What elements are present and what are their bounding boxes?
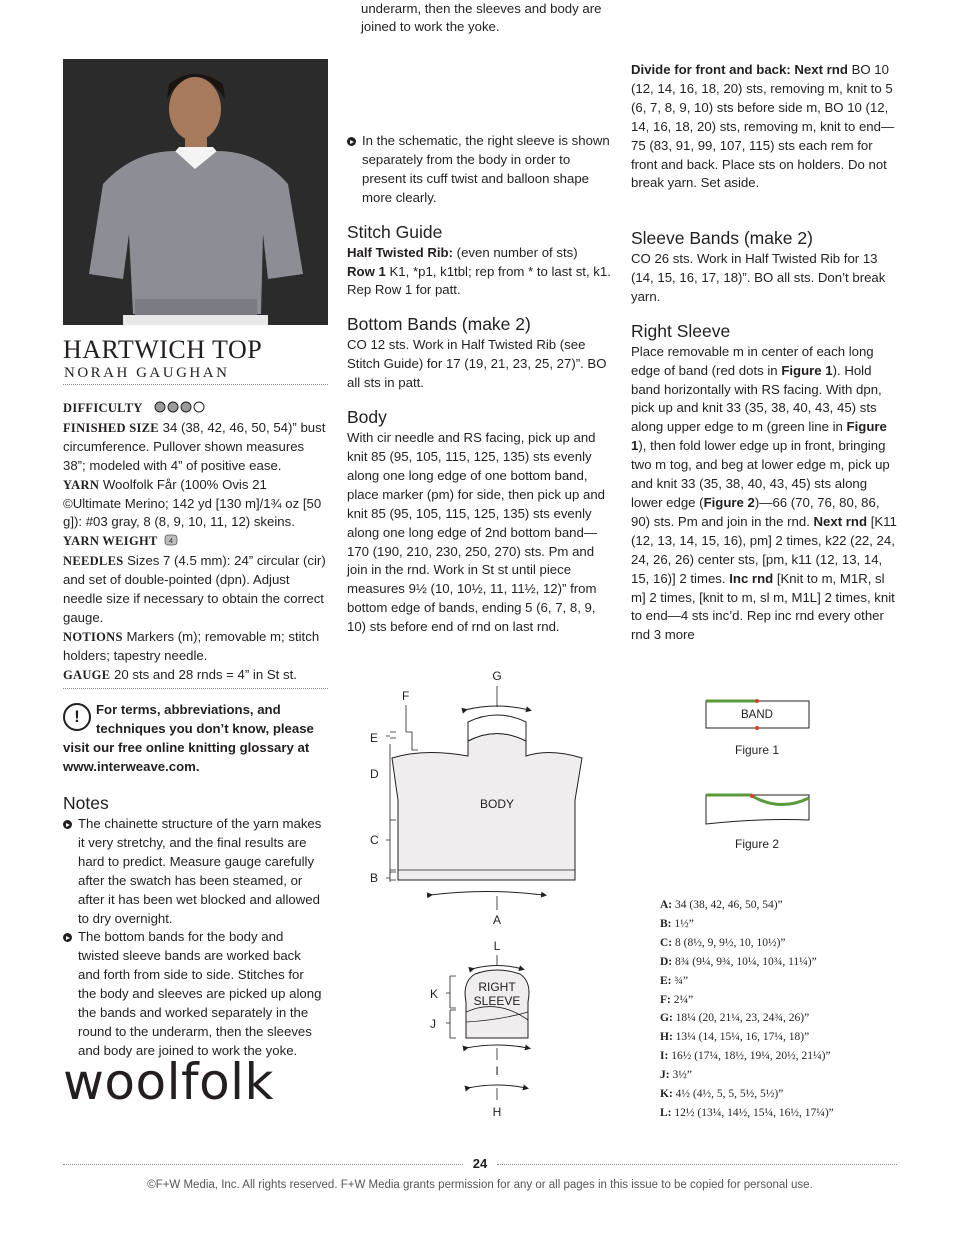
- divide-text: BO 10 (12, 14, 16, 18, 20) sts, removing m, knit to 5 (6, 7, 8, 9, 10) sts before side m, BO 10 (12, 14, 16, 18, 20) sts, removing m, knit to end—75 (83, 91, 99, 107, 115) sts each rem for front and back. Place sts on holders. Do not break yarn. Set aside.: [631, 62, 895, 191]
- measurement-value: 3½”: [672, 1069, 692, 1082]
- red-dot: [750, 794, 754, 798]
- notes-section: [63, 793, 325, 1061]
- sleeve-bands-heading: Sleeve Bands (make 2): [631, 228, 813, 248]
- note-item-text: The bottom bands for the body and twisted sleeve bands are worked back and forth from side to side. Stitches for the body and sleeves are picked up along the bands and worked separately in the round to the underarm, then the sleeves and body are joined to work the yoke.: [78, 929, 322, 1058]
- measurement-row: [660, 915, 834, 934]
- finished-size-text: 34 (38, 42, 46, 50, 54)” bust circumference. Pullover shown measures 38”; modeled with 4” of positive ease.: [63, 419, 326, 473]
- model-photo: [63, 59, 328, 325]
- middle-column: [347, 56, 617, 635]
- info-icon: !: [63, 703, 91, 731]
- sleeve-label-right: RIGHT: [478, 980, 516, 994]
- measurement-value: 2¼”: [673, 993, 694, 1006]
- right-sleeve-heading: Right Sleeve: [631, 320, 731, 341]
- measurement-row: [660, 896, 834, 915]
- rep-text: Rep Row 1 for patt.: [347, 282, 461, 298]
- measurement-key: C:: [660, 936, 673, 949]
- measurement-row: [660, 1085, 834, 1104]
- c-bracket: [386, 820, 396, 870]
- measurement-row: [660, 991, 834, 1010]
- rs-next-rnd: Next rnd: [813, 513, 868, 529]
- bottom-bands-heading: Bottom Bands (make 2): [347, 314, 531, 335]
- figure-1-caption: Figure 1: [734, 743, 780, 757]
- i-arrow: [466, 1045, 528, 1048]
- yarn-label: YARN: [63, 477, 100, 492]
- measurement-key: K:: [660, 1088, 673, 1101]
- letter-b: B: [370, 871, 379, 885]
- rs-t4: )—66 (70, 76, 80, 86, 90) sts. Pm and join in the rnd.: [631, 494, 880, 529]
- measurement-value: 8¾ (9¼, 9¾, 10¼, 10¾, 11¼)”: [675, 955, 817, 968]
- measurement-value: 1½”: [674, 917, 694, 930]
- red-dot-bottom: [755, 726, 759, 730]
- letter-a: A: [492, 913, 502, 927]
- stitch-note: (even number of sts): [456, 244, 578, 260]
- measurement-value: 13¼ (14, 15¼, 16, 17¼, 18)”: [675, 1031, 810, 1044]
- rs-fig2: Figure 2: [703, 494, 755, 510]
- letter-l: L: [493, 939, 501, 953]
- right-sleeve: [631, 321, 901, 646]
- rs-t3: ), then fold lower edge up in front, bringing two m tog, and beg at lower edge m, pick up and knit 33 (35, 38, 40, 43, 45) sts along lower edge (: [631, 438, 890, 510]
- difficulty-row: [63, 399, 328, 419]
- sleeve-label-sleeve: SLEEVE: [473, 994, 521, 1008]
- measurement-value: 4½ (4½, 5, 5, 5½, 5½)”: [675, 1088, 784, 1101]
- title-rule: [63, 384, 328, 385]
- measurement-key: A:: [660, 899, 673, 911]
- difficulty-label: DIFFICULTY: [63, 401, 143, 415]
- yarn-weight: [63, 532, 328, 552]
- difficulty-dots-icon: [154, 400, 214, 419]
- divide-label: Divide for front and back: Next rnd: [631, 62, 848, 77]
- model-illustration: [63, 59, 328, 325]
- rs-t5: [K11 (12, 13, 14, 15, 16), pm] 2 times, k22 (22, 24, 24, 26, 26) center sts, [pm, k11 (12, 13, 14, 15, 16)] 2 times.: [631, 513, 897, 586]
- letter-j: J: [430, 1017, 436, 1031]
- right-column: [631, 61, 901, 645]
- rs-t6: [Knit to m, M1R, sl m] 2 times, [knit to m, sl m, M1L] 2 times, knit to end—4 sts inc’d. Rep inc rnd every other rnd 3 more: [631, 570, 895, 643]
- measurement-row: [660, 1104, 834, 1123]
- schematic-diagram: [350, 660, 640, 1130]
- rs-t1: Place removable m in center of each long edge of band (red dots in: [631, 343, 874, 378]
- note-continuation-text: underarm, then the sleeves and body are joined to work the yoke.: [361, 0, 602, 35]
- glossary-note: [63, 701, 323, 777]
- measurement-key: I:: [660, 1050, 669, 1063]
- measurement-value: ¾”: [674, 974, 689, 987]
- body-heading: Body: [347, 407, 387, 428]
- measurement-row: [660, 1009, 834, 1028]
- measurement-value: 34 (38, 42, 46, 50, 54)”: [675, 899, 783, 911]
- band-label: BAND: [741, 709, 773, 721]
- e-bracket: [386, 732, 396, 738]
- measurement-key: B:: [660, 917, 672, 930]
- rs-inc-rnd: Inc rnd: [729, 570, 774, 586]
- yarn: [63, 476, 328, 533]
- finished-size: [63, 419, 328, 476]
- figure-2: [700, 788, 820, 854]
- letter-h: H: [492, 1105, 502, 1119]
- specs-block: [63, 399, 328, 685]
- page-number: 24: [472, 1156, 488, 1171]
- measurement-key: D:: [660, 955, 673, 968]
- notions-label: NOTIONS: [63, 629, 123, 644]
- k-bracket: [446, 976, 456, 1008]
- measurement-row: [660, 934, 834, 953]
- yarn-weight-icon: [164, 533, 178, 552]
- figure-2-caption: Figure 2: [734, 837, 780, 851]
- letter-k: K: [430, 987, 439, 1001]
- body-label: BODY: [479, 797, 515, 811]
- glossary-text: For terms, abbreviations, and techniques you don’t know, please visit our free online knitting glossary at www.interweave.com.: [63, 702, 314, 774]
- pattern-title: HARTWICH TOP: [63, 335, 263, 364]
- brand-logo: woolfolk: [63, 1053, 275, 1111]
- needles-text: Sizes 7 (4.5 mm): 24” circular (cir) and set of double-pointed (dpn). Adjust needle size if necessary to obtain the correct gauge.: [63, 553, 326, 625]
- letter-f: F: [402, 689, 410, 703]
- measurement-row: [660, 1066, 834, 1085]
- figure-1: [700, 696, 820, 762]
- note-item: [63, 928, 325, 1060]
- note-item: The chainette structure of the yarn makes it very stretchy, and the final results are hard to predict. Measure gauge carefully after the swatch has been steamed, or after it has been wet blocked and allowed to dry overnight.: [63, 815, 325, 928]
- l-arrow: [472, 966, 522, 970]
- row-label: Row 1: [347, 263, 386, 279]
- designer-name: NORAH GAUGHAN: [64, 365, 230, 381]
- bottom-bands: [347, 314, 617, 393]
- letter-d: D: [370, 767, 379, 781]
- gauge-label: GAUGE: [63, 667, 111, 682]
- rs-fig1b: Figure 1: [631, 419, 887, 454]
- note-continuation: [361, 0, 617, 132]
- letter-c: C: [370, 833, 379, 847]
- measurement-value: 16½ (17¼, 18½, 19¼, 20½, 21¼)”: [671, 1050, 831, 1063]
- measurement-key: F:: [660, 993, 671, 1006]
- gauge: [63, 666, 328, 685]
- right-sleeve-text: [631, 343, 901, 646]
- letter-i: I: [495, 1064, 499, 1078]
- measurement-row: [660, 1047, 834, 1066]
- copyright-footer: ©F+W Media, Inc. All rights reserved. F+W Media grants permission for any or all pages in this issue to be copied for personal use.: [147, 1179, 813, 1191]
- notions: [63, 628, 328, 666]
- measurement-value: 12½ (13¼, 14½, 15¼, 16½, 17¼)”: [674, 1106, 834, 1119]
- measurement-key: H:: [660, 1031, 673, 1044]
- h-arrow: [468, 1085, 526, 1088]
- yarn-text: Woolfolk Får (100% Ovis 21 ©Ultimate Merino; 142 yd [130 m]/1¾ oz [50 g]): #03 gray, 8 (8, 9, 10, 11, 12) skeins.: [63, 476, 322, 530]
- row-text: K1, *p1, k1tbl; rep from * to last st, k1.: [389, 263, 611, 279]
- glossary-rule: [63, 688, 328, 689]
- letter-e: E: [370, 731, 379, 745]
- letter-g: G: [492, 669, 502, 683]
- needles-label: NEEDLES: [63, 554, 124, 569]
- stitch-guide: [347, 222, 617, 301]
- body-text: With cir needle and RS facing, pick up and knit 85 (95, 105, 115, 125, 135) sts evenly along one long edge of one bottom band, place marker (pm) for side, then pick up and knit 85 (95, 105, 115, 125, 135) sts evenly along one long edge of 2nd bottom band—170 (190, 210, 230, 250, 270) sts. Pm and join in the rnd. Work in St st until piece measures 9½ (10, 10½, 11, 11½, 12)” from bottom edge of bands, ending 5 (6, 7, 8, 9, 10) sts before end of rnd on last rnd.: [347, 430, 606, 635]
- measurement-row: [660, 1028, 834, 1047]
- yarn-weight-label: YARN WEIGHT: [63, 534, 158, 549]
- sleeve-bands: [631, 228, 901, 307]
- gauge-text: 20 sts and 28 rnds = 4” in St st.: [114, 666, 297, 682]
- measurement-key: G:: [660, 1012, 673, 1025]
- finished-size-label: FINISHED SIZE: [63, 420, 159, 435]
- measurement-row: [660, 972, 834, 991]
- note-item: In the schematic, the right sleeve is shown separately from the body in order to present its cuff twist and balloon shape more clearly.: [347, 132, 617, 208]
- svg-text:4: 4: [169, 538, 174, 546]
- f-bracket: [406, 732, 418, 750]
- divide-para: [631, 61, 901, 212]
- j-bracket: [446, 1010, 456, 1038]
- needles: [63, 552, 328, 628]
- measurement-key: L:: [660, 1106, 672, 1119]
- notes-heading: Notes: [63, 793, 109, 813]
- notions-text: Markers (m); removable m; stitch holders; tapestry needle.: [63, 628, 320, 663]
- stitch-guide-heading: Stitch Guide: [347, 221, 443, 242]
- measurement-value: 18¼ (20, 21¼, 23, 24¾, 26)”: [675, 1012, 810, 1025]
- measurement-key: E:: [660, 974, 672, 987]
- measurement-key: J:: [660, 1069, 670, 1082]
- b-bracket: [386, 872, 396, 882]
- bottom-bands-text: CO 12 sts. Work in Half Twisted Rib (see Stitch Guide) for 17 (19, 21, 23, 25, 27)”. BO all sts in patt.: [347, 337, 607, 391]
- measurements-list: [660, 896, 834, 1123]
- sleeve-bands-text: CO 26 sts. Work in Half Twisted Rib for 13 (14, 15, 16, 17, 18)”. BO all sts. Don’t break yarn.: [631, 251, 886, 304]
- body-section: [347, 407, 617, 635]
- red-dot-top: [755, 699, 759, 703]
- measurement-row: [660, 953, 834, 972]
- stitch-name: Half Twisted Rib:: [347, 244, 453, 260]
- rs-t2: ). Hold band horizontally with RS facing. With dpn, pick up and knit 33 (35, 38, 40, 43, 45) sts along upper edge to m (green line in: [631, 362, 882, 435]
- measurement-value: 8 (8½, 9, 9½, 10, 10½)”: [675, 936, 786, 949]
- a-arrow: [430, 892, 544, 896]
- rs-fig1a: Figure 1: [781, 362, 833, 378]
